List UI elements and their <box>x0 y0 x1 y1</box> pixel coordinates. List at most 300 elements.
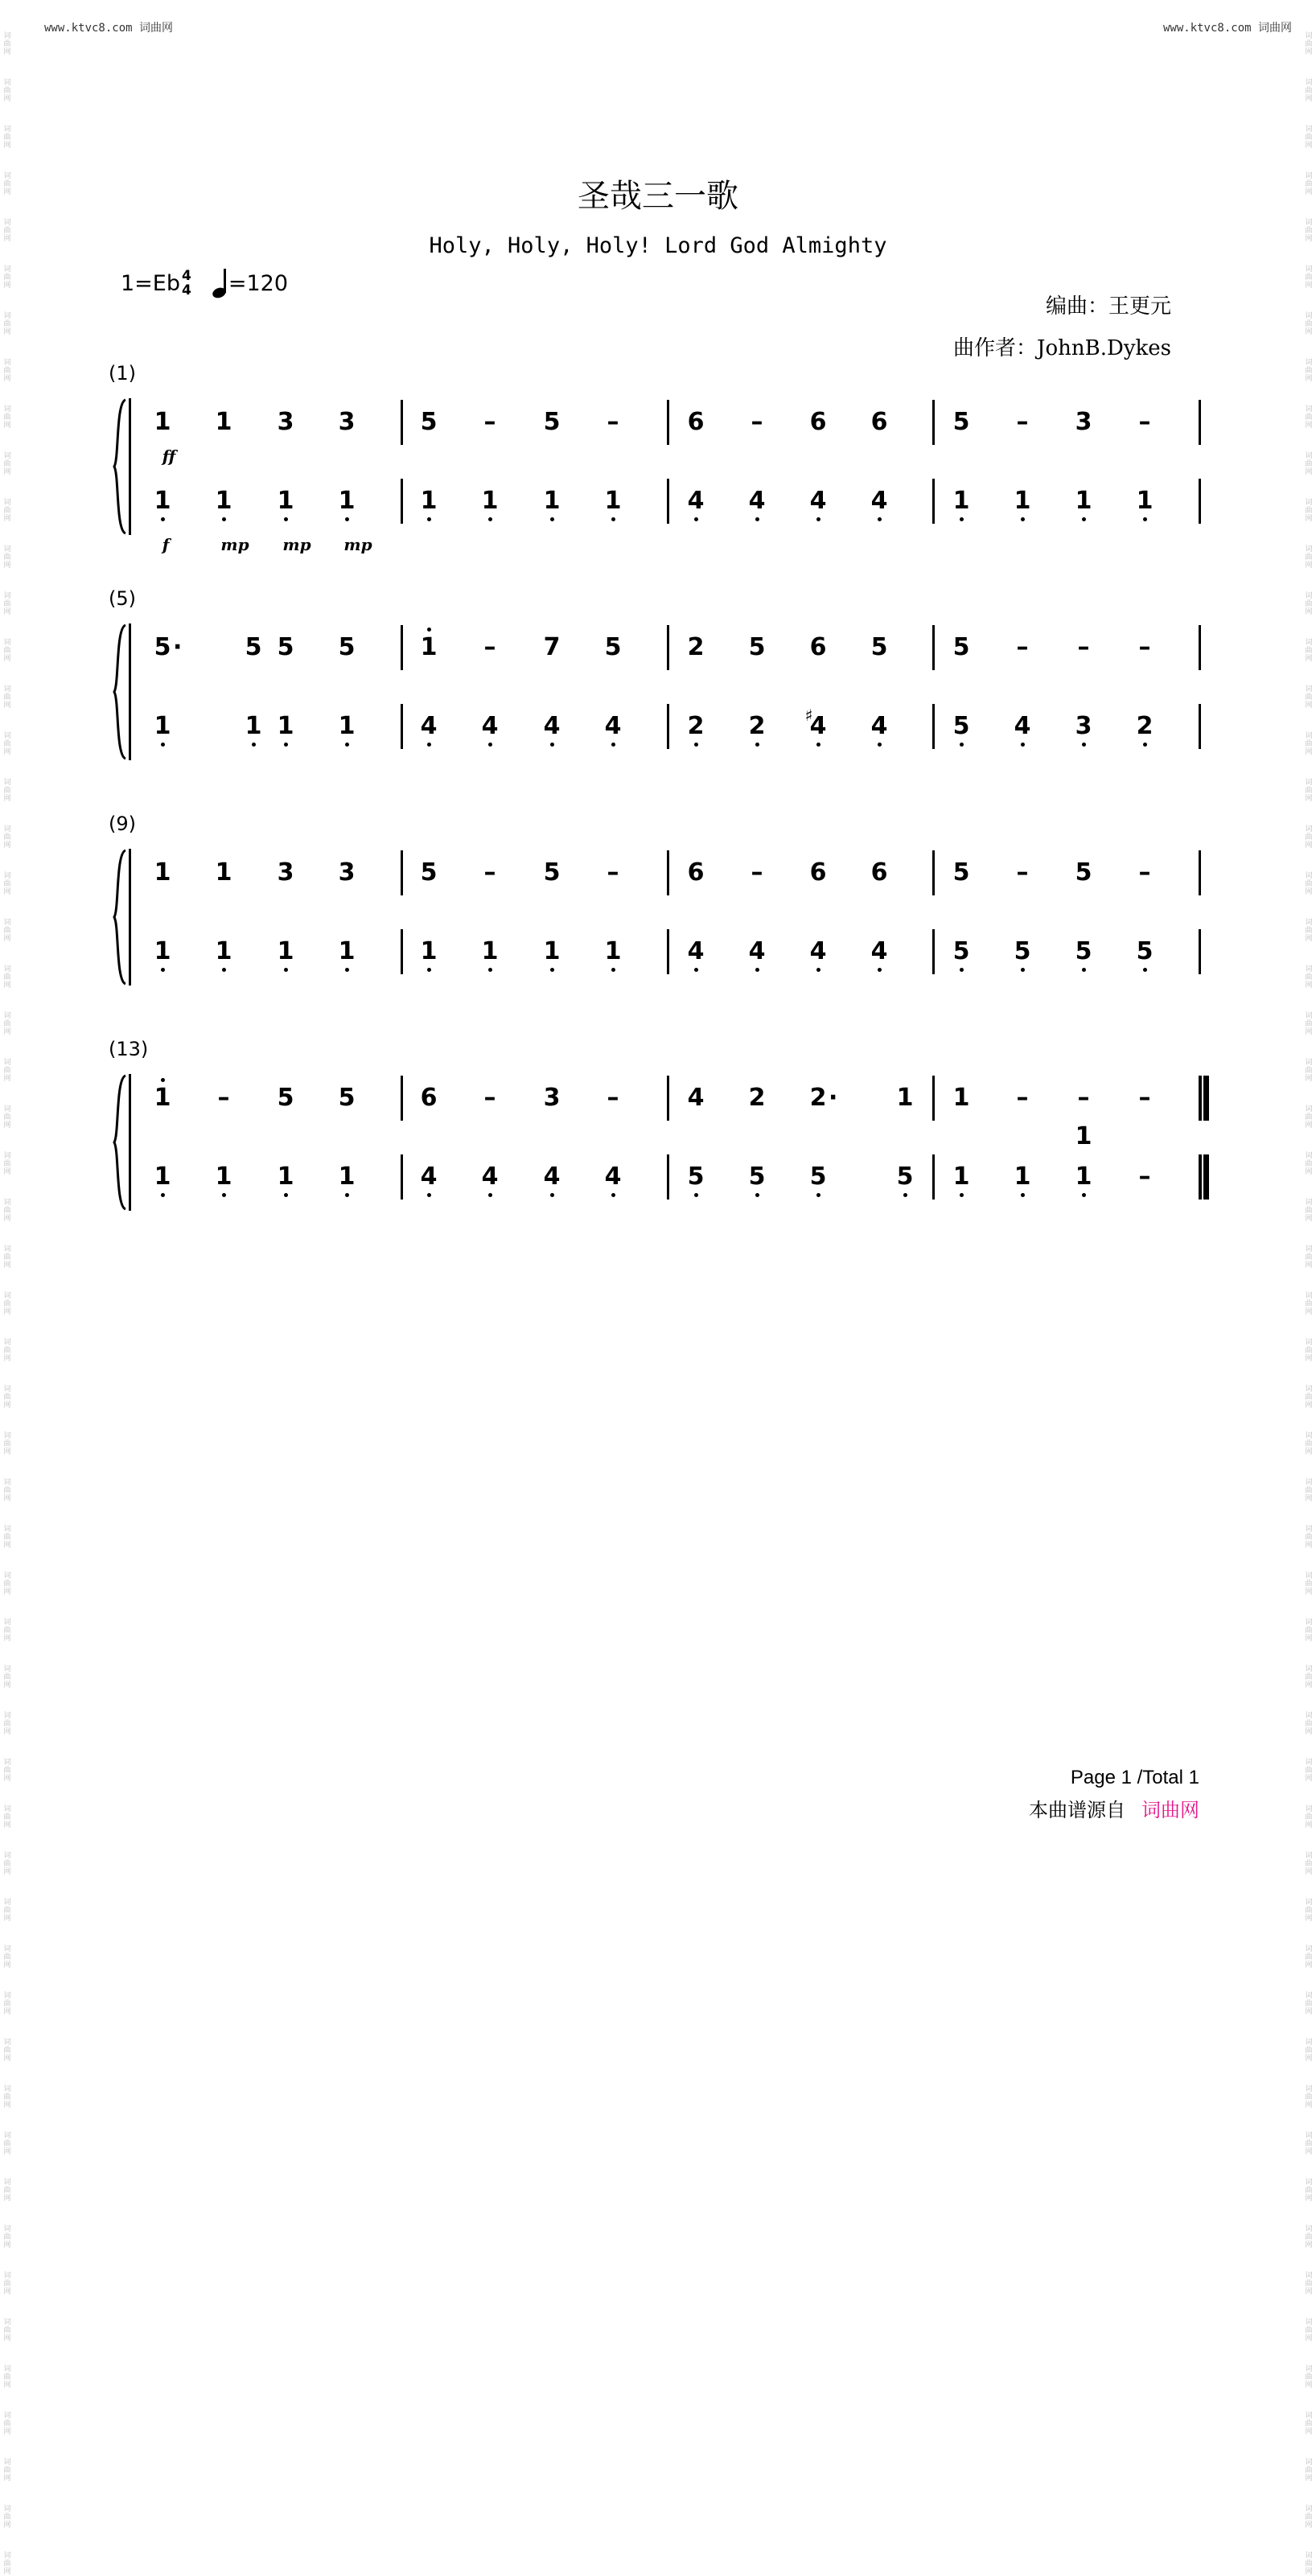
dynamic-mark: mp <box>343 535 372 554</box>
bass-note <box>887 1162 923 1191</box>
octave-down-dot <box>345 1193 349 1197</box>
note-digit: 2 <box>688 712 705 741</box>
note-digit: 1 <box>339 487 356 516</box>
treble-note <box>1005 633 1040 662</box>
note-digit: 4 <box>544 712 561 741</box>
note-digit: 1 <box>421 937 438 966</box>
treble-note <box>1066 1084 1101 1113</box>
note-digit: – <box>607 408 619 436</box>
bass-note <box>472 712 508 741</box>
watermark-text: 词曲网 <box>3 1292 11 1316</box>
time-top: 4 <box>182 268 191 284</box>
bass-note <box>944 937 979 966</box>
treble-note <box>268 1084 303 1113</box>
note-digit: 2 <box>748 1084 766 1112</box>
watermark-text: 词曲网 <box>1305 1992 1313 2016</box>
watermark-text: 词曲网 <box>3 2412 11 2436</box>
barline <box>401 1076 403 1121</box>
watermark-text: 词曲网 <box>1305 872 1313 896</box>
bass-note <box>329 937 364 966</box>
watermark-text: 词曲网 <box>3 2039 11 2063</box>
octave-down-dot <box>1082 1193 1086 1197</box>
treble-note <box>800 1084 836 1113</box>
barline <box>401 704 403 749</box>
octave-down-dot <box>550 517 554 521</box>
note-digit: 5 <box>1137 937 1154 966</box>
watermark-text: 词曲网 <box>1305 1852 1313 1876</box>
octave-down-dot <box>284 743 288 747</box>
note-digit: 1 <box>215 408 232 436</box>
bass-note <box>800 706 836 741</box>
note-digit: 1 <box>605 937 622 966</box>
note-digit: 4 <box>810 937 827 966</box>
watermark-text: 词曲网 <box>1305 1385 1313 1409</box>
octave-down-dot <box>550 743 554 747</box>
treble-note <box>862 633 897 662</box>
octave-down-dot <box>694 743 698 747</box>
watermark-text: 词曲网 <box>1305 2552 1313 2576</box>
note-digit: 5 <box>543 858 561 887</box>
note-digit: 5 <box>245 633 262 661</box>
octave-up-dot <box>161 1078 165 1082</box>
watermark-text: 词曲网 <box>1305 685 1313 710</box>
song-title: 圣哉三一歌 <box>578 178 738 215</box>
octave-down-dot <box>816 517 820 521</box>
octave-down-dot <box>694 1193 698 1197</box>
octave-down-dot <box>611 517 615 521</box>
barline <box>1199 400 1201 445</box>
note-digit: – <box>1016 858 1029 887</box>
note-digit: 7 <box>543 633 561 661</box>
time-bottom: 4 <box>182 282 191 298</box>
source-credit <box>1029 1794 1199 1822</box>
bass-note <box>862 712 897 741</box>
measure-number: (5) <box>109 587 136 610</box>
bass-note <box>595 712 631 741</box>
note-digit: 4 <box>871 712 888 741</box>
bass-note <box>678 937 714 966</box>
treble-note <box>145 1084 180 1113</box>
octave-down-dot <box>161 1193 165 1197</box>
note-digit: 4 <box>482 712 499 741</box>
watermark-text: 词曲网 <box>1305 2505 1313 2529</box>
watermark-text: 词曲网 <box>1305 1479 1313 1503</box>
treble-note <box>595 858 631 887</box>
note-digit: 1 <box>339 937 356 966</box>
watermark-strip-left <box>2 32 13 2576</box>
bass-note <box>268 1162 303 1191</box>
barline <box>932 850 935 895</box>
measure-number: (9) <box>109 813 136 835</box>
treble-note <box>268 858 303 887</box>
note-digit: 4 <box>1014 712 1031 741</box>
barline <box>667 625 669 670</box>
treble-note <box>1127 633 1162 662</box>
note-digit: 1 <box>544 487 561 516</box>
bass-note <box>1066 712 1101 741</box>
watermark-text: 词曲网 <box>1305 126 1313 150</box>
treble-note <box>145 633 183 662</box>
treble-note <box>739 1084 775 1113</box>
note-digit: 1 <box>896 1084 914 1112</box>
octave-down-dot <box>755 743 759 747</box>
watermark-text: 词曲网 <box>3 1992 11 2016</box>
watermark-text: 词曲网 <box>3 545 11 570</box>
octave-down-dot <box>427 968 431 972</box>
note-digit: 4 <box>421 712 438 741</box>
note-digit: 6 <box>420 1084 438 1112</box>
octave-down-dot <box>1143 517 1147 521</box>
note-digit: 3 <box>543 1084 561 1112</box>
watermark-text: 词曲网 <box>1305 965 1313 990</box>
treble-note <box>944 858 979 887</box>
watermark-text: 词曲网 <box>1305 2179 1313 2203</box>
watermark-text: 词曲网 <box>1305 2412 1313 2436</box>
note-digit: 5 <box>748 633 766 661</box>
octave-down-dot <box>1082 517 1086 521</box>
note-digit: – <box>1016 408 1029 436</box>
octave-down-dot <box>488 517 492 521</box>
treble-note <box>595 633 631 662</box>
octave-down-dot <box>960 517 964 521</box>
treble-note <box>739 408 775 437</box>
treble-note <box>678 408 714 437</box>
note-digit: – <box>1138 858 1151 887</box>
note-digit: 5 <box>870 633 888 661</box>
octave-down-dot <box>1143 743 1147 747</box>
watermark-text: 词曲网 <box>3 312 11 336</box>
watermark-text: 词曲网 <box>3 1339 11 1363</box>
system-brace <box>111 849 129 986</box>
barline <box>932 479 935 524</box>
octave-down-dot <box>488 1193 492 1197</box>
treble-note <box>595 1084 631 1113</box>
note-digit: – <box>607 858 619 887</box>
note-digit: 4 <box>871 937 888 966</box>
octave-down-dot <box>222 1193 226 1197</box>
bass-note <box>411 712 446 741</box>
watermark-text: 词曲网 <box>1305 265 1313 290</box>
note-digit: 4 <box>749 937 766 966</box>
note-digit: – <box>607 1084 619 1112</box>
watermark-text: 词曲网 <box>3 219 11 243</box>
octave-down-dot <box>1082 968 1086 972</box>
watermark-text: 词曲网 <box>1305 1712 1313 1736</box>
tempo-text: =120 <box>228 270 289 296</box>
treble-note <box>800 408 836 437</box>
barline <box>667 704 669 749</box>
octave-down-dot <box>488 743 492 747</box>
bass-note <box>739 712 775 741</box>
octave-down-dot <box>960 968 964 972</box>
note-digit: 4 <box>749 487 766 516</box>
watermark-text: 词曲网 <box>1305 219 1313 243</box>
watermark-text: 词曲网 <box>1305 2365 1313 2389</box>
note-digit: 4 <box>421 1162 438 1191</box>
bass-note <box>862 487 897 516</box>
note-digit: 5 <box>952 858 970 887</box>
barline <box>667 479 669 524</box>
bass-note <box>329 712 364 741</box>
note-digit: 1 <box>339 712 356 741</box>
barline <box>932 1076 935 1121</box>
time-signature <box>182 269 191 298</box>
octave-down-dot <box>816 968 820 972</box>
bass-note <box>595 937 631 966</box>
treble-note <box>739 633 775 662</box>
watermark-text: 词曲网 <box>1305 545 1313 570</box>
note-digit: 1 <box>544 937 561 966</box>
key-text: 1=Eb <box>121 270 180 296</box>
note-digit: – <box>483 1084 496 1112</box>
bass-note <box>678 1162 714 1191</box>
note-digit: 1 <box>953 487 970 516</box>
watermark-text: 词曲网 <box>3 1852 11 1876</box>
octave-down-dot <box>284 968 288 972</box>
watermark-text: 词曲网 <box>1305 405 1313 430</box>
octave-down-dot <box>284 1193 288 1197</box>
watermark-text: 词曲网 <box>1305 312 1313 336</box>
treble-note <box>329 408 364 437</box>
watermark-text: 词曲网 <box>3 1805 11 1829</box>
note-digit: 5 <box>1075 937 1092 966</box>
treble-note <box>411 408 446 437</box>
note-digit: 5 <box>277 1084 294 1112</box>
watermark-text: 词曲网 <box>3 1665 11 1689</box>
note-digit: 5 <box>338 633 356 661</box>
watermark-text: 词曲网 <box>1305 1759 1313 1783</box>
octave-down-dot <box>694 968 698 972</box>
barline <box>401 625 403 670</box>
octave-down-dot <box>222 517 226 521</box>
octave-down-dot <box>1082 743 1086 747</box>
treble-note <box>411 858 446 887</box>
treble-note <box>329 858 364 887</box>
treble-note <box>1127 408 1162 437</box>
bass-note <box>1066 937 1101 966</box>
note-digit: 4 <box>810 487 827 516</box>
note-digit: 4 ♯ <box>810 712 827 741</box>
treble-note <box>236 633 271 662</box>
watermark-text: 词曲网 <box>1305 2225 1313 2249</box>
treble-note <box>678 1084 714 1113</box>
watermark-text: 词曲网 <box>1305 79 1313 103</box>
octave-down-dot <box>550 1193 554 1197</box>
bass-note <box>206 937 241 966</box>
watermark-text: 词曲网 <box>1305 452 1313 476</box>
watermark-text: 词曲网 <box>3 452 11 476</box>
note-digit: – <box>1016 633 1029 661</box>
note-digit: 1 <box>952 1084 970 1112</box>
watermark-text: 词曲网 <box>3 1572 11 1596</box>
barline <box>667 400 669 445</box>
note-digit: 1 <box>154 1162 171 1191</box>
system-brace <box>111 1074 129 1211</box>
note-digit: 3 <box>277 408 294 436</box>
watermark-text: 词曲网 <box>3 1945 11 1969</box>
treble-note <box>206 858 241 887</box>
octave-down-dot <box>878 968 882 972</box>
note-digit: – <box>1138 408 1151 436</box>
treble-note <box>472 633 508 662</box>
octave-down-dot <box>550 968 554 972</box>
key-signature <box>121 269 288 298</box>
octave-down-dot <box>878 517 882 521</box>
note-digit: 1 <box>154 712 171 741</box>
note-digit: 1 <box>605 487 622 516</box>
bass-note <box>145 937 180 966</box>
bass-note <box>1005 1162 1040 1191</box>
octave-down-dot <box>816 1193 820 1197</box>
barline <box>401 1154 403 1200</box>
barline <box>401 929 403 974</box>
octave-down-dot <box>161 968 165 972</box>
bass-note <box>862 937 897 966</box>
note-digit: 3 <box>1075 408 1092 436</box>
watermark-text: 词曲网 <box>3 779 11 803</box>
treble-note <box>1005 408 1040 437</box>
bass-note <box>1127 712 1162 741</box>
octave-down-dot <box>252 743 256 747</box>
watermark-text: 词曲网 <box>3 685 11 710</box>
dynamic-mark: mp <box>282 535 311 554</box>
watermark-text: 词曲网 <box>3 872 11 896</box>
watermark-text: 词曲网 <box>1305 1199 1313 1223</box>
treble-note <box>329 1084 364 1113</box>
bass-note <box>595 487 631 516</box>
treble-note <box>145 408 180 437</box>
barline <box>667 850 669 895</box>
bass-note <box>206 487 241 516</box>
watermark-text: 词曲网 <box>3 1432 11 1456</box>
bass-note <box>1127 937 1162 966</box>
treble-note <box>862 858 897 887</box>
watermark-text: 词曲网 <box>1305 2272 1313 2296</box>
barline <box>667 1154 669 1200</box>
watermark-text: 词曲网 <box>1305 1572 1313 1596</box>
barline <box>401 850 403 895</box>
note-digit: 1 <box>278 712 294 741</box>
octave-down-dot <box>1021 968 1025 972</box>
bass-note <box>268 487 303 516</box>
bass-note <box>472 487 508 516</box>
treble-note <box>472 858 508 887</box>
note-digit: 3 <box>277 858 294 887</box>
augmentation-dot: · <box>829 1084 838 1112</box>
octave-down-dot <box>755 517 759 521</box>
bass-note <box>944 712 979 741</box>
octave-down-dot <box>161 743 165 747</box>
barline <box>1199 479 1201 524</box>
watermark-text: 词曲网 <box>3 2085 11 2109</box>
note-digit: 5 <box>1075 858 1092 887</box>
bass-note <box>1005 937 1040 966</box>
sharp-sign: ♯ <box>804 706 813 725</box>
bass-note <box>534 1162 570 1191</box>
note-digit: 4 <box>687 1084 705 1112</box>
watermark-text: 词曲网 <box>1305 1339 1313 1363</box>
note-digit: 1 <box>278 937 294 966</box>
barline <box>1199 929 1201 974</box>
note-digit: 5 <box>420 858 438 887</box>
note-digit: 6 <box>809 858 827 887</box>
system-left-bar <box>129 1074 131 1211</box>
watermark-text: 词曲网 <box>3 1245 11 1269</box>
watermark-text: 词曲网 <box>1305 1945 1313 1969</box>
watermark-text: 词曲网 <box>1305 592 1313 616</box>
bass-note <box>800 487 836 516</box>
page-indicator: Page 1 /Total 1 <box>1070 1767 1199 1788</box>
note-digit: 1 <box>154 408 171 436</box>
bass-note <box>472 937 508 966</box>
watermark-text: 词曲网 <box>3 732 11 756</box>
final-barline <box>1199 1154 1202 1200</box>
note-digit: 4 <box>605 712 622 741</box>
note-digit: 5 <box>952 408 970 436</box>
watermark-text: 词曲网 <box>1305 2039 1313 2063</box>
watermark-text: 词曲网 <box>1305 1059 1313 1083</box>
watermark-text: 词曲网 <box>1305 1012 1313 1036</box>
octave-down-dot <box>488 968 492 972</box>
watermark-text: 词曲网 <box>3 2459 11 2483</box>
note-digit: 1 <box>154 858 171 887</box>
watermark-text: 词曲网 <box>1305 1619 1313 1643</box>
treble-note <box>1127 858 1162 887</box>
watermark-text: 词曲网 <box>1305 1525 1313 1549</box>
barline <box>667 929 669 974</box>
watermark-text: 词曲网 <box>1305 1665 1313 1689</box>
watermark-text: 词曲网 <box>1305 2132 1313 2156</box>
note-digit: – <box>1016 1084 1029 1112</box>
watermark-text: 词曲网 <box>1305 1899 1313 1923</box>
note-digit: 1 <box>216 937 232 966</box>
watermark-text: 词曲网 <box>1305 1152 1313 1176</box>
bass-note <box>206 1162 241 1191</box>
watermark-text: 词曲网 <box>3 1479 11 1503</box>
note-digit: – <box>217 1084 230 1112</box>
note-digit: 1 <box>278 1162 294 1191</box>
octave-down-dot <box>611 968 615 972</box>
watermark-text: 词曲网 <box>1305 779 1313 803</box>
octave-down-dot <box>161 517 165 521</box>
treble-note <box>268 408 303 437</box>
treble-note <box>1005 1084 1040 1113</box>
octave-down-dot <box>222 968 226 972</box>
bass-note <box>1066 1162 1101 1191</box>
measure-number: (1) <box>109 362 136 385</box>
octave-down-dot <box>284 517 288 521</box>
bass-extra-note <box>1066 1122 1101 1151</box>
note-digit: 5 <box>688 1162 705 1191</box>
final-barline-thick <box>1203 1154 1209 1200</box>
note-digit: 5 <box>953 937 970 966</box>
note-digit: 4 <box>605 1162 622 1191</box>
watermark-text: 词曲网 <box>3 1105 11 1130</box>
measure-number: (13) <box>109 1038 149 1060</box>
watermark-text: 词曲网 <box>3 1199 11 1223</box>
note-digit: 5 <box>810 1162 827 1191</box>
note-digit: 1 <box>154 1084 171 1113</box>
bass-note <box>145 487 180 516</box>
note-digit: 5 <box>277 633 294 661</box>
bass-note <box>1066 487 1101 516</box>
treble-note <box>534 408 570 437</box>
treble-note <box>329 633 364 662</box>
treble-note <box>1127 1084 1162 1113</box>
octave-down-dot <box>427 517 431 521</box>
note-digit: 3 <box>1075 712 1092 741</box>
note-digit: 5 <box>604 633 622 661</box>
